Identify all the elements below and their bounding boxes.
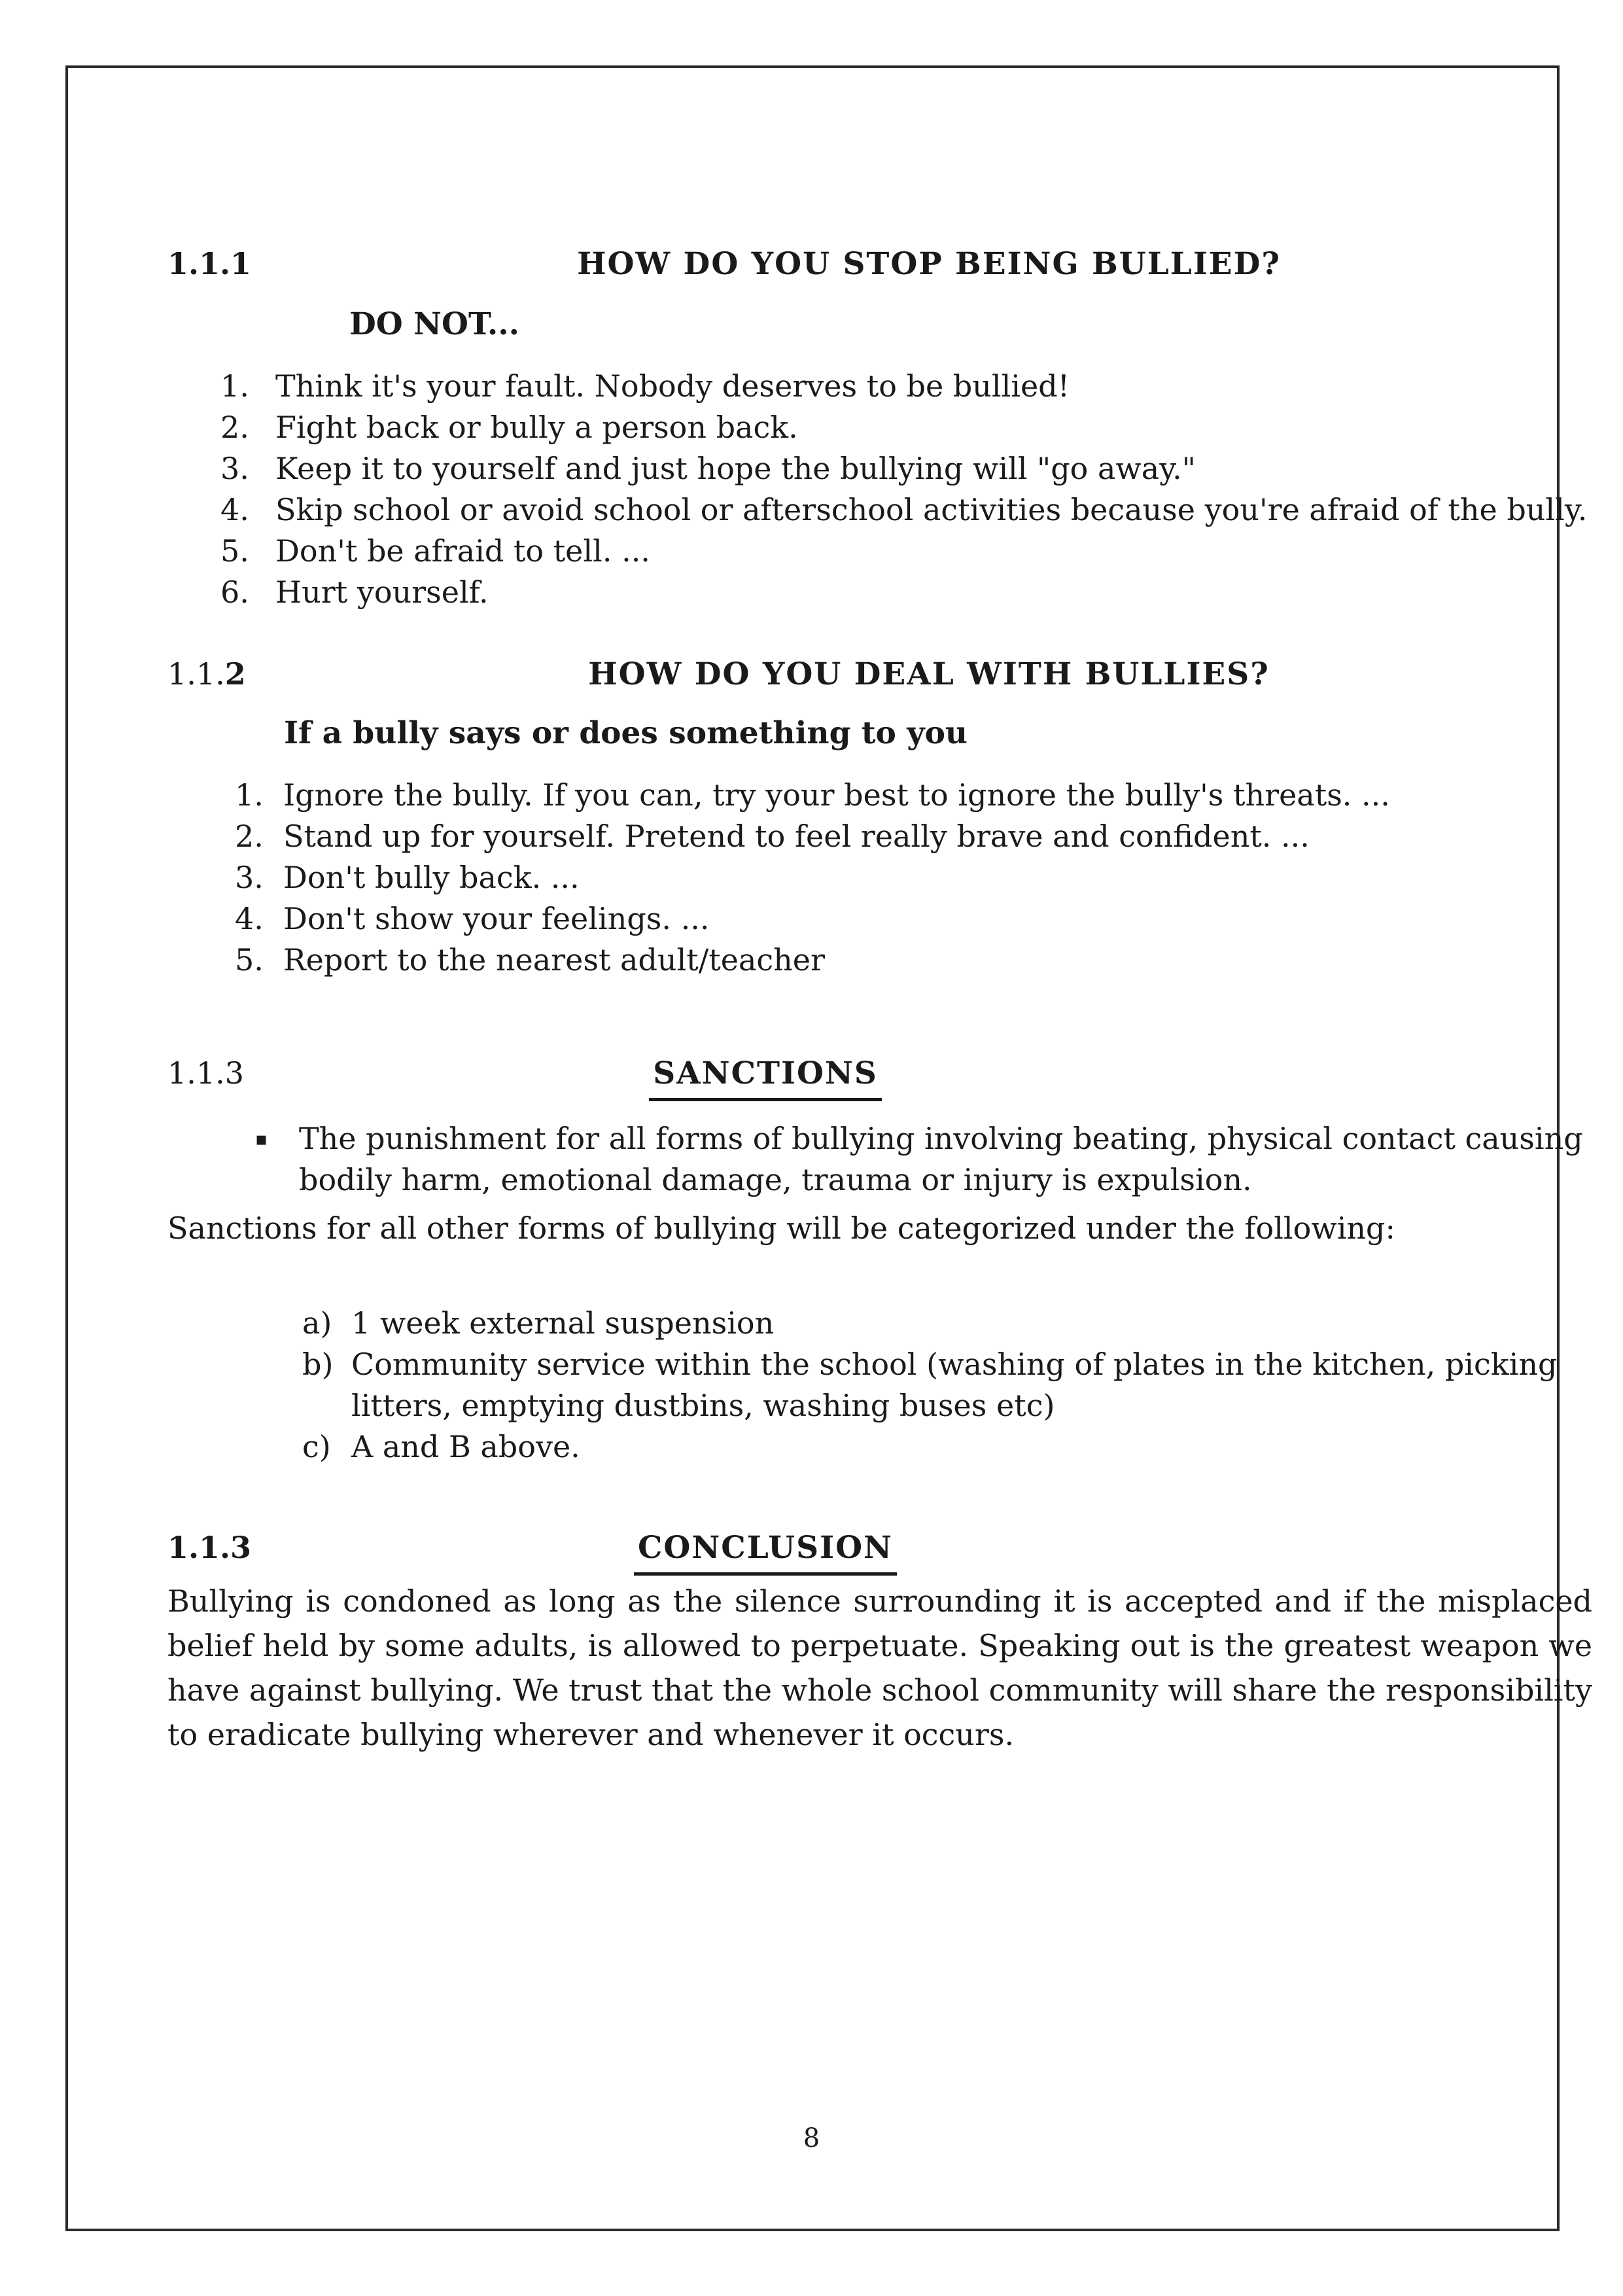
list-item-letter: a) (302, 1305, 332, 1341)
list-item-text: Don't be afraid to tell. ... (275, 533, 650, 569)
section-1-subtitle: DO NOT... (349, 306, 519, 342)
list-item (302, 1344, 1592, 1426)
list-item-text: Community service within the school (washing of plates in the kitchen, picking litters, emptying dustbins, washing buses etc) (351, 1347, 1558, 1423)
sanctions-heading-center (167, 1053, 1363, 1101)
conclusion-heading-center (167, 1527, 1363, 1576)
sanctions-bullet-text: The punishment for all forms of bullying involving beating, physical contact causing bodily harm, emotional damage, trauma or injury is expulsion. (299, 1121, 1583, 1197)
list-item (235, 775, 1592, 816)
section-2-heading-row (167, 654, 1592, 695)
sanctions-heading-row (167, 1053, 1592, 1101)
list-item-text: Report to the nearest adult/teacher (283, 942, 825, 978)
list-item (220, 572, 1592, 613)
section-1-heading-row (167, 243, 1592, 285)
sanctions-bullet-item (255, 1118, 1592, 1201)
section-2-heading-center (331, 654, 1527, 695)
page-border (65, 65, 1592, 2231)
do-not-list (167, 366, 1592, 613)
conclusion-number: 1.1.3 (167, 1530, 252, 1565)
list-item-number: 1. (235, 777, 264, 813)
deal-with-bullies-list (167, 775, 1592, 981)
section-2-subtitle: If a bully says or does something to you (284, 715, 968, 751)
list-item-text: Fight back or bully a person back. (275, 410, 798, 445)
sanctions-letter-list (167, 1303, 1592, 1468)
list-item (235, 857, 1592, 898)
list-item-number: 2. (220, 410, 249, 445)
list-item (220, 489, 1592, 531)
list-item (235, 940, 1592, 981)
section-2-number-regular: 1.1. (167, 656, 225, 692)
list-item-number: 4. (220, 492, 249, 527)
list-item (220, 448, 1592, 489)
section-1-title: HOW DO YOU STOP BEING BULLIED? (577, 246, 1281, 282)
list-item-number: 3. (235, 860, 264, 895)
list-item-text: Think it's your fault. Nobody deserves to be bullied! (275, 368, 1070, 404)
list-item-letter: c) (302, 1429, 331, 1464)
list-item-text: Hurt yourself. (275, 574, 489, 610)
list-item-number: 3. (220, 451, 249, 486)
list-item-number: 4. (235, 901, 264, 936)
list-item (235, 816, 1592, 857)
list-item-number: 5. (235, 942, 264, 978)
section-2-number (167, 654, 246, 695)
list-item-text: Skip school or avoid school or afterschool activities because you're afraid of the bully. (275, 492, 1588, 527)
section-2-title: HOW DO YOU DEAL WITH BULLIES? (588, 656, 1270, 692)
conclusion-paragraph: Bullying is condoned as long as the silence surrounding it is accepted and if the misplaced belief held by some adults, is allowed to perpetuate. Speaking out is the greatest weapon we have against bullying. We trust that the whole school community will share the responsibility to eradicate bullying wherever and whenever it occurs. (167, 1583, 1592, 1752)
section-2-number-bold: 2 (224, 656, 246, 692)
list-item-text: 1 week external suspension (351, 1305, 775, 1341)
list-item (220, 407, 1592, 448)
list-item-number: 5. (220, 533, 249, 569)
sanctions-number: 1.1.3 (167, 1055, 245, 1091)
conclusion-title: CONCLUSION (634, 1527, 897, 1576)
section-1-heading-center (331, 243, 1527, 285)
list-item-text: Ignore the bully. If you can, try your best to ignore the bully's threats. ... (283, 777, 1390, 813)
list-item (235, 898, 1592, 940)
list-item (220, 531, 1592, 572)
page-content (167, 243, 1592, 1757)
list-item-number: 1. (220, 368, 249, 404)
section-1-number: 1.1.1 (167, 246, 252, 281)
list-item (302, 1303, 1592, 1344)
list-item-letter: b) (302, 1347, 334, 1382)
list-item-text: Stand up for yourself. Pretend to feel really brave and confident. ... (283, 819, 1310, 854)
sanctions-paragraph: Sanctions for all other forms of bullying will be categorized under the following: (167, 1210, 1395, 1246)
list-item-text: A and B above. (351, 1429, 580, 1464)
list-item-text: Keep it to yourself and just hope the bullying will "go away." (275, 451, 1196, 486)
list-item-number: 6. (220, 574, 249, 610)
page-number: 8 (803, 2123, 820, 2153)
sanctions-title: SANCTIONS (649, 1053, 882, 1101)
list-item-number: 2. (235, 819, 264, 854)
list-item-text: Don't bully back. ... (283, 860, 580, 895)
list-item (220, 366, 1592, 407)
square-bullet-icon: ▪ (255, 1128, 268, 1150)
list-item (302, 1426, 1592, 1468)
conclusion-heading-row (167, 1527, 1592, 1576)
list-item-text: Don't show your feelings. ... (283, 901, 710, 936)
